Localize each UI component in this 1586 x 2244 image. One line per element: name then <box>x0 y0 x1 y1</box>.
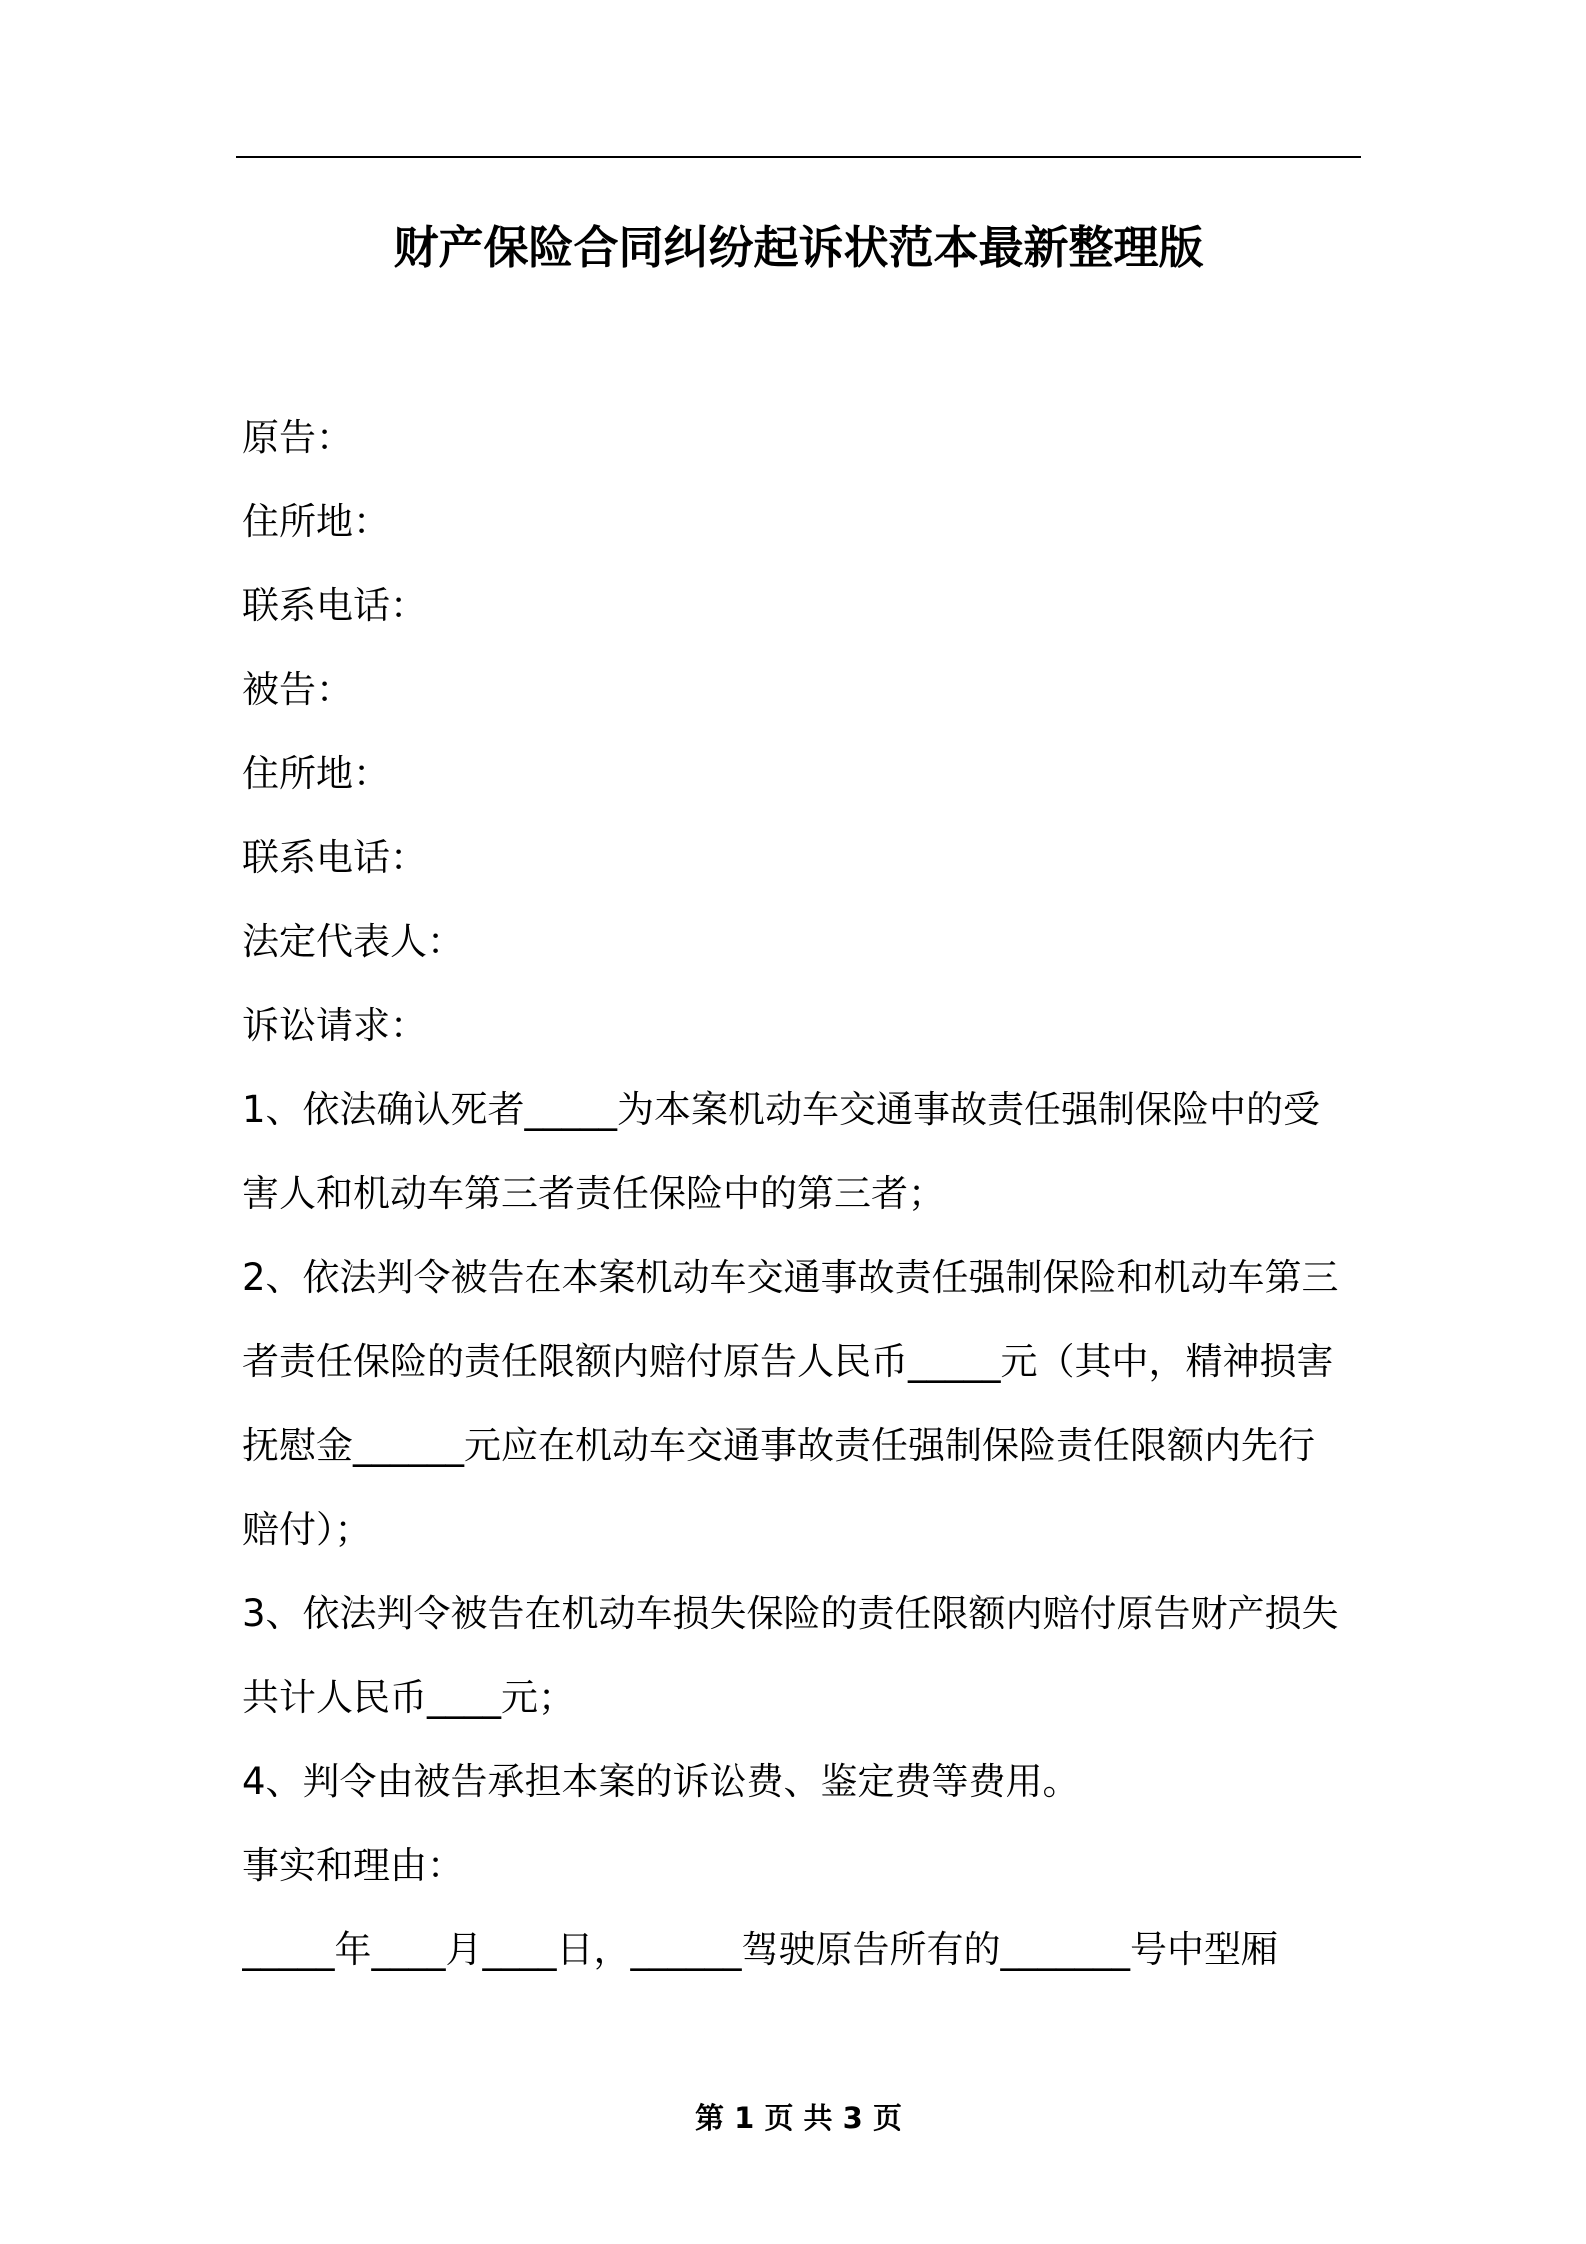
page-footer <box>236 2098 1361 2138</box>
text-line-facts-1: _____年____月____日，______驾驶原告所有的_______号中型厢 <box>242 1928 1278 1971</box>
text-line-claim-3a: 3、依法判令被告在机动车损失保险的责任限额内赔付原告财产损失 <box>242 1592 1339 1635</box>
text-line-claim-2d: 赔付）； <box>242 1508 372 1551</box>
text-line-plaintiff: 原告： <box>242 416 353 459</box>
text-line-claim-2a: 2、依法判令被告在本案机动车交通事故责任强制保险和机动车第三 <box>242 1256 1339 1299</box>
text-line-claim-4: 4、判令由被告承担本案的诉讼费、鉴定费等费用。 <box>242 1760 1080 1803</box>
text-line-claim-2b: 者责任保险的责任限额内赔付原告人民币_____元（其中，精神损害 <box>242 1340 1334 1383</box>
document-body <box>242 406 1361 2002</box>
header-rule <box>236 156 1361 158</box>
text-line-legal-representative: 法定代表人： <box>242 920 464 963</box>
text-line-claim-3b: 共计人民币____元； <box>242 1676 575 1719</box>
text-line-plaintiff-address: 住所地： <box>242 500 390 543</box>
text-line-claims-heading: 诉讼请求： <box>242 1004 427 1047</box>
text-line-claim-2c: 抚慰金______元应在机动车交通事故责任强制保险责任限额内先行 <box>242 1424 1315 1467</box>
text-line-claim-1b: 害人和机动车第三者责任保险中的第三者； <box>242 1172 945 1215</box>
document-title: 财产保险合同纠纷起诉状范本最新整理版 <box>393 221 1204 274</box>
text-line-defendant: 被告： <box>242 668 353 711</box>
text-line-claim-1a: 1、依法确认死者_____为本案机动车交通事故责任强制保险中的受 <box>242 1088 1321 1131</box>
footer-current-page: 1 <box>734 2101 755 2135</box>
footer-total-pages: 3 <box>842 2101 863 2135</box>
text-line-facts-heading: 事实和理由： <box>242 1844 464 1887</box>
text-line-defendant-phone: 联系电话： <box>242 836 427 879</box>
footer-mid: 页 共 <box>764 2101 833 2135</box>
footer-suffix: 页 <box>872 2101 902 2135</box>
text-line-plaintiff-phone: 联系电话： <box>242 584 427 627</box>
text-line-defendant-address: 住所地： <box>242 752 390 795</box>
footer-prefix: 第 <box>695 2101 725 2135</box>
